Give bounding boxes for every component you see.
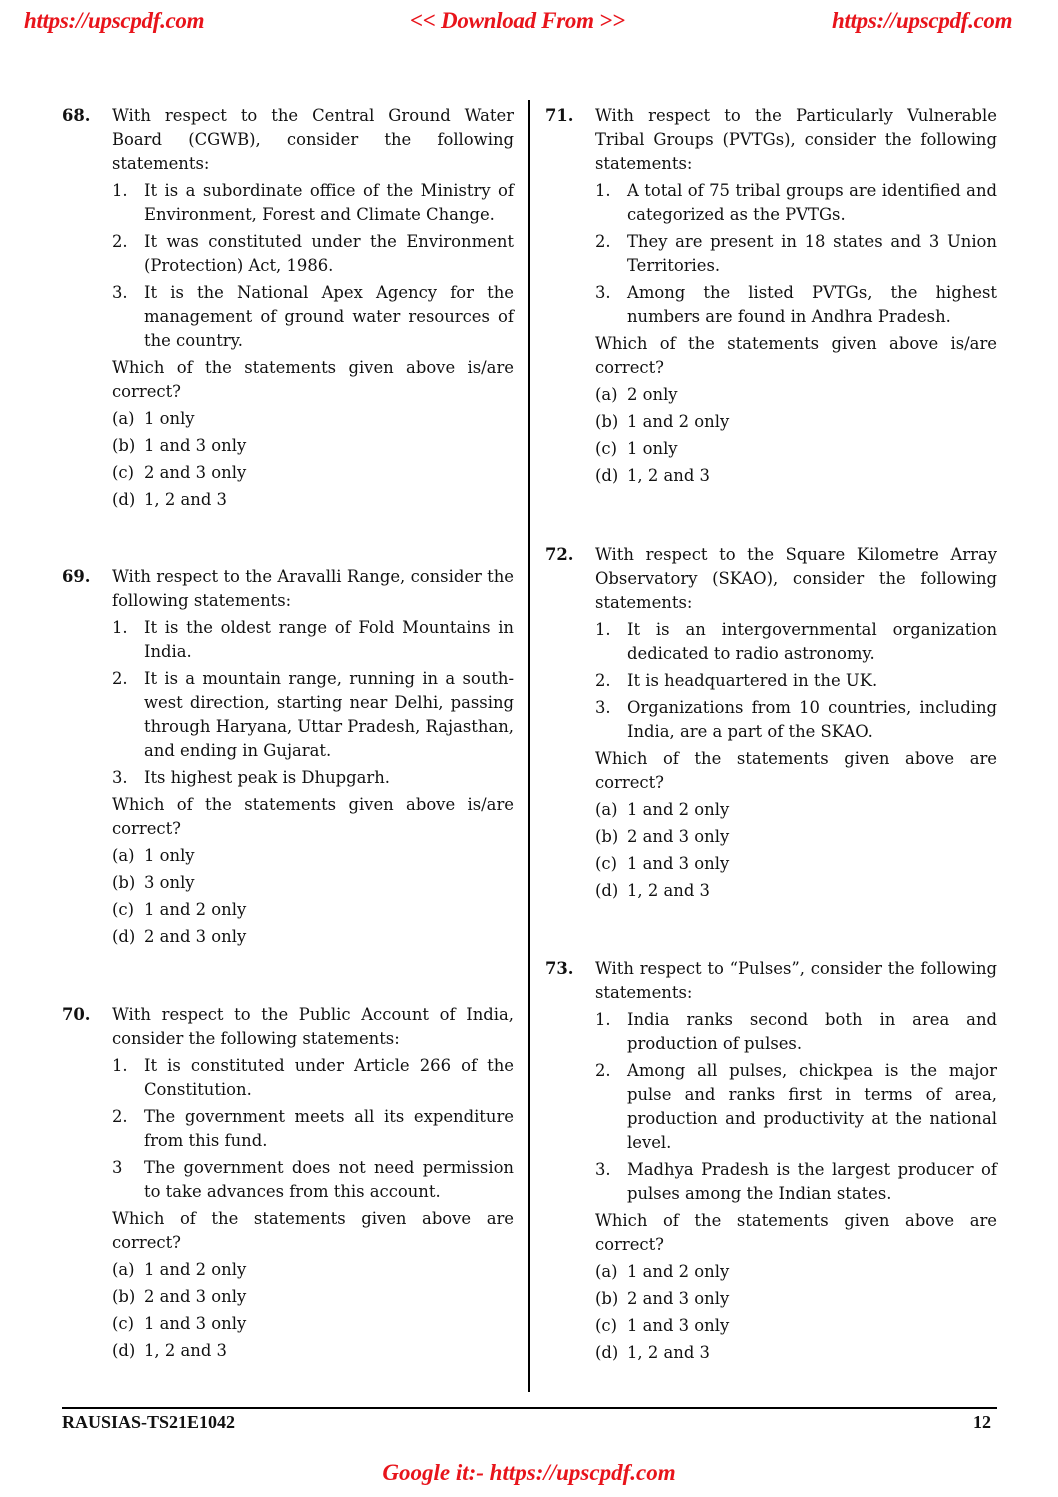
option-text: 2 and 3 only xyxy=(144,463,247,482)
statement-number: 3. xyxy=(595,698,611,717)
statement-item xyxy=(112,1105,514,1153)
statement-number: 3. xyxy=(595,1160,611,1179)
statement-text: India ranks second both in area and production of pulses. xyxy=(627,1010,997,1053)
option-text: 2 only xyxy=(627,385,678,404)
header-download-label: << Download From >> xyxy=(410,8,625,33)
question-block xyxy=(545,957,997,1365)
statement-text: Madhya Pradesh is the largest producer of pulses among the Indian states. xyxy=(627,1160,997,1203)
answer-option xyxy=(112,1285,514,1309)
option-text: 1, 2 and 3 xyxy=(627,1343,710,1362)
footer-rule xyxy=(62,1407,997,1409)
statement-text: The government meets all its expenditure from this fund. xyxy=(144,1107,514,1150)
question-stem: With respect to the Aravalli Range, consider the following statements: xyxy=(112,567,514,610)
option-text: 1, 2 and 3 xyxy=(144,490,227,509)
statement-number: 2. xyxy=(595,1061,611,1080)
answer-option xyxy=(595,879,997,903)
statement-text: Among all pulses, chickpea is the major pulse and ranks first in terms of area, production and productivity at the national level. xyxy=(627,1061,997,1152)
answer-option xyxy=(112,898,514,922)
question-block xyxy=(62,1003,514,1363)
option-letter: (d) xyxy=(112,1341,136,1360)
option-text: 1 and 3 only xyxy=(144,1314,247,1333)
statement-number: 1. xyxy=(112,181,128,200)
option-letter: (a) xyxy=(595,1262,618,1281)
statement-number: 3. xyxy=(112,283,128,302)
option-letter: (d) xyxy=(595,466,619,485)
statement-number: 1. xyxy=(595,1010,611,1029)
statement-number: 3. xyxy=(595,283,611,302)
statement-text: It is the National Apex Agency for the management of ground water resources of the country. xyxy=(144,283,514,350)
option-text: 1 and 3 only xyxy=(627,1316,730,1335)
question-number: 71. xyxy=(545,106,574,125)
statement-item xyxy=(112,281,514,353)
question-stem: With respect to the Public Account of India, consider the following statements: xyxy=(112,1005,514,1048)
statement-number: 2. xyxy=(595,671,611,690)
statement-text: It is headquartered in the UK. xyxy=(627,671,878,690)
answer-option xyxy=(595,852,997,876)
option-letter: (d) xyxy=(595,1343,619,1362)
option-text: 1, 2 and 3 xyxy=(627,881,710,900)
statement-text: It is constituted under Article 266 of the Constitution. xyxy=(144,1056,514,1099)
question-prompt: Which of the statements given above is/are correct? xyxy=(112,358,514,401)
question-number: 73. xyxy=(545,959,574,978)
statement-number: 1. xyxy=(112,618,128,637)
question-block xyxy=(545,104,997,488)
statement-text: A total of 75 tribal groups are identified and categorized as the PVTGs. xyxy=(627,181,997,224)
question-prompt: Which of the statements given above are correct? xyxy=(595,749,997,792)
option-letter: (c) xyxy=(112,1314,134,1333)
option-text: 1 and 2 only xyxy=(144,1260,247,1279)
statement-item xyxy=(595,696,997,744)
option-letter: (d) xyxy=(595,881,619,900)
statement-number: 1. xyxy=(595,181,611,200)
google-footer-link[interactable]: Google it:- https://upscpdf.com xyxy=(382,1460,676,1485)
question-stem: With respect to the Particularly Vulnerable Tribal Groups (PVTGs), consider the following statements: xyxy=(595,106,997,173)
statement-item xyxy=(595,179,997,227)
option-text: 1 only xyxy=(144,409,195,428)
option-letter: (c) xyxy=(112,900,134,919)
page-number: 12 xyxy=(973,1412,991,1432)
option-text: 2 and 3 only xyxy=(144,927,247,946)
statement-text: It was constituted under the Environment (Protection) Act, 1986. xyxy=(144,232,514,275)
answer-option xyxy=(595,825,997,849)
answer-option xyxy=(595,798,997,822)
option-letter: (a) xyxy=(112,409,135,428)
statement-item xyxy=(595,230,997,278)
answer-option xyxy=(112,1312,514,1336)
statement-text: Among the listed PVTGs, the highest numbers are found in Andhra Pradesh. xyxy=(627,283,997,326)
option-letter: (a) xyxy=(595,385,618,404)
question-stem: With respect to the Square Kilometre Array Observatory (SKAO), consider the following statements: xyxy=(595,545,997,612)
statement-item xyxy=(112,1156,514,1204)
statement-number: 2. xyxy=(112,669,128,688)
answer-option xyxy=(112,434,514,458)
option-letter: (b) xyxy=(112,436,136,455)
option-text: 3 only xyxy=(144,873,195,892)
statement-text: Organizations from 10 countries, including India, are a part of the SKAO. xyxy=(627,698,997,741)
option-letter: (d) xyxy=(112,490,136,509)
question-prompt: Which of the statements given above are correct? xyxy=(112,1209,514,1252)
option-text: 1 and 2 only xyxy=(627,800,730,819)
answer-option xyxy=(112,488,514,512)
statement-item xyxy=(595,281,997,329)
option-letter: (b) xyxy=(112,873,136,892)
answer-option xyxy=(595,410,997,434)
question-block xyxy=(62,565,514,949)
statement-item xyxy=(112,667,514,763)
question-number: 69. xyxy=(62,567,91,586)
option-letter: (a) xyxy=(112,1260,135,1279)
answer-option xyxy=(595,1314,997,1338)
statement-text: The government does not need permission to take advances from this account. xyxy=(144,1158,514,1201)
option-letter: (b) xyxy=(595,1289,619,1308)
answer-option xyxy=(112,844,514,868)
option-letter: (c) xyxy=(595,1316,617,1335)
question-prompt: Which of the statements given above is/are correct? xyxy=(112,795,514,838)
question-block xyxy=(545,543,997,903)
statement-item xyxy=(595,618,997,666)
option-text: 1 only xyxy=(144,846,195,865)
statement-item xyxy=(112,766,514,790)
statement-text: It is an intergovernmental organization dedicated to radio astronomy. xyxy=(627,620,997,663)
option-letter: (b) xyxy=(595,827,619,846)
statement-text: Its highest peak is Dhupgarh. xyxy=(144,768,391,787)
answer-option xyxy=(112,1339,514,1363)
header-link-left[interactable]: https://upscpdf.com xyxy=(24,8,205,33)
answer-option xyxy=(595,464,997,488)
statement-number: 1. xyxy=(112,1056,128,1075)
question-stem: With respect to “Pulses”, consider the following statements: xyxy=(595,959,997,1002)
option-text: 1 and 2 only xyxy=(627,412,730,431)
option-letter: (c) xyxy=(595,439,617,458)
option-text: 1 and 3 only xyxy=(144,436,247,455)
option-letter: (b) xyxy=(112,1287,136,1306)
answer-option xyxy=(112,1258,514,1282)
statement-number: 2. xyxy=(595,232,611,251)
option-letter: (a) xyxy=(112,846,135,865)
statement-number: 3 xyxy=(112,1158,123,1177)
option-text: 1 and 2 only xyxy=(144,900,247,919)
answer-option xyxy=(112,461,514,485)
option-text: 2 and 3 only xyxy=(627,827,730,846)
question-number: 70. xyxy=(62,1005,91,1024)
statement-item xyxy=(595,1158,997,1206)
answer-option xyxy=(112,407,514,431)
question-stem: With respect to the Central Ground Water Board (CGWB), consider the following statements: xyxy=(112,106,514,173)
option-text: 1, 2 and 3 xyxy=(627,466,710,485)
option-letter: (c) xyxy=(112,463,134,482)
paper-code: RAUSIAS-TS21E1042 xyxy=(62,1412,236,1432)
question-prompt: Which of the statements given above are correct? xyxy=(595,1211,997,1254)
column-divider xyxy=(528,100,530,1392)
option-text: 2 and 3 only xyxy=(144,1287,247,1306)
option-letter: (c) xyxy=(595,854,617,873)
statement-item xyxy=(595,1059,997,1155)
answer-option xyxy=(112,925,514,949)
answer-option xyxy=(595,1260,997,1284)
answer-option xyxy=(595,1287,997,1311)
answer-option xyxy=(595,383,997,407)
statement-item xyxy=(112,616,514,664)
question-block xyxy=(62,104,514,512)
option-letter: (d) xyxy=(112,927,136,946)
option-text: 1, 2 and 3 xyxy=(144,1341,227,1360)
answer-option xyxy=(595,1341,997,1365)
statement-item xyxy=(595,1008,997,1056)
question-number: 72. xyxy=(545,545,574,564)
header-link-right[interactable]: https://upscpdf.com xyxy=(832,8,1013,33)
statement-item xyxy=(112,179,514,227)
question-number: 68. xyxy=(62,106,91,125)
statement-item xyxy=(595,669,997,693)
option-text: 1 and 2 only xyxy=(627,1262,730,1281)
statement-number: 3. xyxy=(112,768,128,787)
statement-number: 2. xyxy=(112,232,128,251)
question-prompt: Which of the statements given above is/are correct? xyxy=(595,334,997,377)
answer-option xyxy=(595,437,997,461)
statement-item xyxy=(112,1054,514,1102)
statement-text: It is a subordinate office of the Ministry of Environment, Forest and Climate Change. xyxy=(144,181,514,224)
option-text: 2 and 3 only xyxy=(627,1289,730,1308)
option-text: 1 and 3 only xyxy=(627,854,730,873)
statement-text: They are present in 18 states and 3 Union Territories. xyxy=(627,232,997,275)
statement-number: 1. xyxy=(595,620,611,639)
option-letter: (b) xyxy=(595,412,619,431)
option-letter: (a) xyxy=(595,800,618,819)
statement-number: 2. xyxy=(112,1107,128,1126)
option-text: 1 only xyxy=(627,439,678,458)
statement-text: It is a mountain range, running in a south-west direction, starting near Delhi, passing through Haryana, Uttar Pradesh, Rajasthan, and ending in Gujarat. xyxy=(144,669,514,760)
answer-option xyxy=(112,871,514,895)
statement-text: It is the oldest range of Fold Mountains in India. xyxy=(144,618,514,661)
statement-item xyxy=(112,230,514,278)
